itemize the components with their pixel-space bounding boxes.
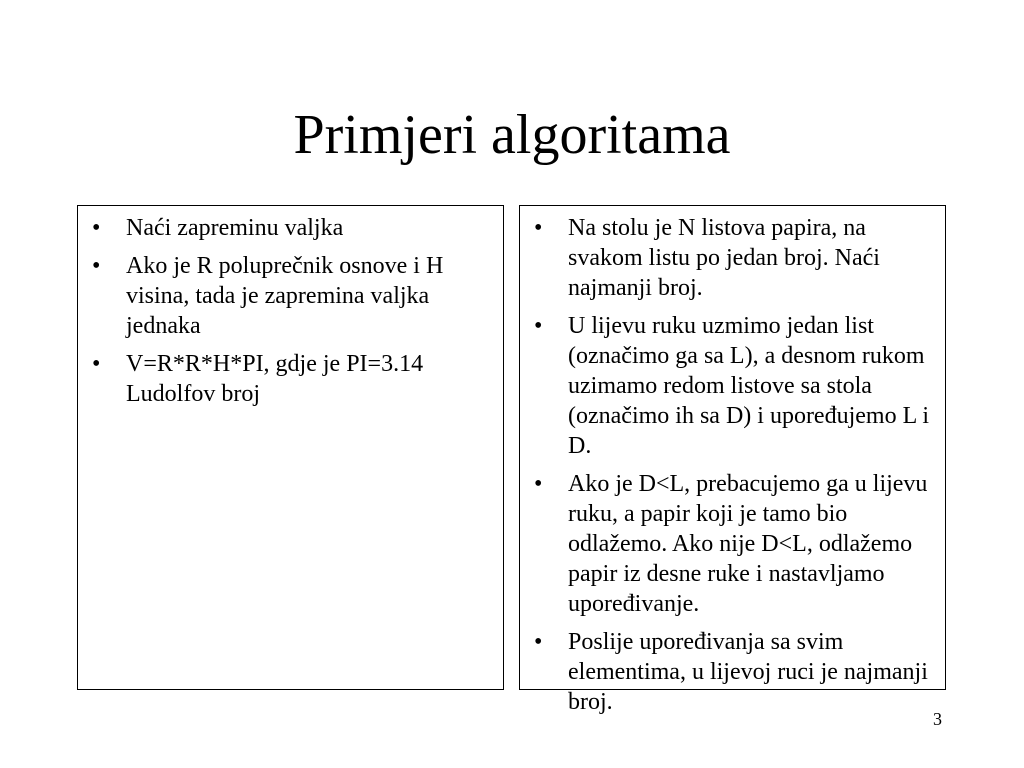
list-item-text: Na stolu je N listova papira, na svakom listu po jedan broj. Naći najmanji broj. — [568, 215, 880, 301]
list-item — [532, 213, 935, 303]
left-bullet-list — [90, 213, 493, 417]
list-item — [90, 349, 493, 409]
right-text-box — [519, 205, 946, 715]
list-item — [532, 469, 935, 619]
list-item-text: V=R*R*H*PI, gdje je PI=3.14 Ludolfov broj — [126, 351, 424, 407]
bullet-icon: • — [534, 471, 543, 497]
bullet-icon: • — [92, 351, 101, 377]
list-item — [532, 311, 935, 461]
list-item-text: Poslije upoređivanja sa svim elementima, u lijevoj ruci je najmanji broj. — [568, 629, 928, 715]
bullet-icon: • — [534, 629, 543, 655]
bullet-icon: • — [92, 253, 101, 279]
page-number: 3 — [933, 709, 942, 729]
list-item — [90, 213, 493, 243]
list-item-text: Ako je R poluprečnik osnove i H visina, tada je zapremina valjka jednaka — [126, 253, 444, 339]
list-item-text: Ako je D<L, prebacujemo ga u lijevu ruku, a papir koji je tamo bio odlažemo. Ako nije D<L, odlažemo papir iz desne ruke i nastavljamo upoređivanje. — [568, 471, 928, 617]
list-item-text: Naći zapreminu valjka — [126, 215, 344, 241]
bullet-icon: • — [534, 215, 543, 241]
right-bullet-list — [532, 213, 935, 725]
list-item — [90, 251, 493, 341]
slide-title: Primjeri algoritama — [293, 104, 731, 166]
list-item-text: U lijevu ruku uzmimo jedan list (označimo ga sa L), a desnom rukom uzimamo redom listove sa stola (označimo ih sa D) i upoređujemo L i D. — [568, 313, 930, 459]
bullet-icon: • — [92, 215, 101, 241]
left-text-box — [77, 205, 504, 690]
bullet-icon: • — [534, 313, 543, 339]
list-item — [532, 627, 935, 717]
